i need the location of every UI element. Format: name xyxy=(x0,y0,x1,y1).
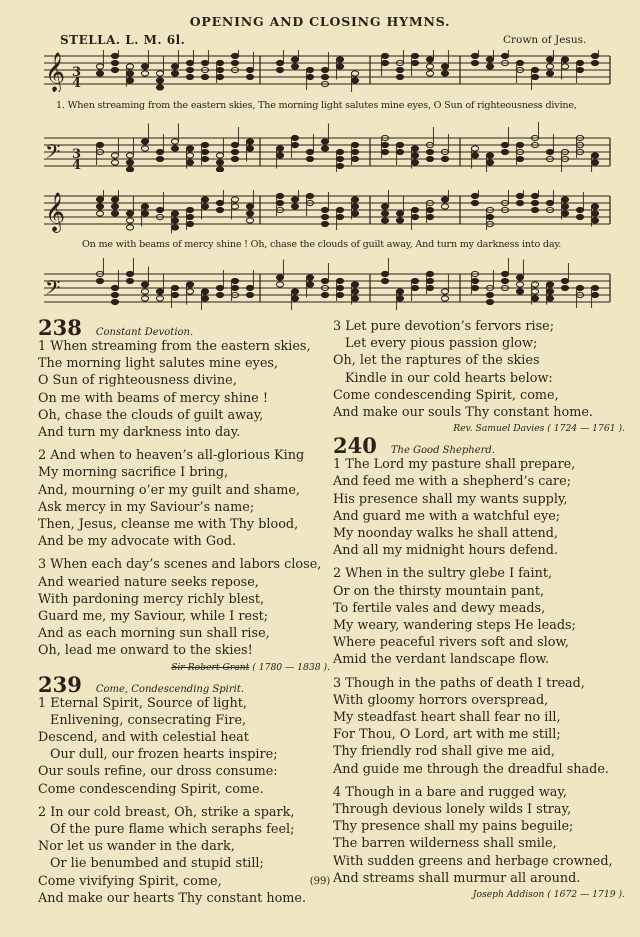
hymn-240-author: Joseph Addison ( 1672 — 1719 ). xyxy=(472,889,625,901)
tune-source: Crown of Jesus. xyxy=(503,34,587,46)
right-column xyxy=(333,318,625,902)
verse-line: And feed me with a shepherd’s care; xyxy=(333,474,572,490)
verse-line: 3 Let pure devotion’s fervors rise; xyxy=(333,319,555,334)
verse-line: Of the pure flame which seraphs feel; xyxy=(50,822,295,838)
verse-line: Come condescending Spirit, come. xyxy=(38,781,264,797)
verse-line: 2 And when to heaven’s all-glorious King xyxy=(38,448,305,464)
verse-line: My noonday walks he shall attend, xyxy=(333,526,559,542)
verse-line: 2 When in the sultry glebe I faint, xyxy=(333,566,553,582)
verse-line: 4 Though in a bare and rugged way, xyxy=(333,784,567,800)
verse-line: Kindle in our cold hearts below: xyxy=(345,370,553,386)
verse-line: Ask mercy in my Saviour’s name; xyxy=(38,499,255,515)
verse-line: For Thou, O Lord, art with me still; xyxy=(333,727,561,743)
svg-text:4: 4 xyxy=(72,76,82,91)
verse-line: Through devious lonely wilds I stray, xyxy=(333,802,572,818)
treble-staff-1 xyxy=(40,50,612,92)
verse-line: My morning sacrifice I bring, xyxy=(38,465,229,481)
verse-line: And wearied nature seeks repose, xyxy=(38,574,259,590)
music-lyric-line-2: On me with beams of mercy shine ! Oh, chase the clouds of guilt away, And turn my darkness into day. xyxy=(82,239,562,250)
hymn-number: 239 xyxy=(38,671,82,697)
page-number: (99) xyxy=(309,876,331,887)
verse-line: 1 When streaming from the eastern skies, xyxy=(38,339,311,354)
hymn-239-heading xyxy=(38,671,330,697)
bass-staff-2 xyxy=(40,258,612,310)
verse-line: And guard me with a watchful eye; xyxy=(333,508,561,524)
svg-text:𝄢: 𝄢 xyxy=(45,276,61,304)
verse-line: With pardoning mercy richly blest, xyxy=(38,591,265,607)
verse-line: And guide me through the dreadful shade. xyxy=(333,761,609,777)
hymn-240-verse-4 xyxy=(333,784,625,887)
verse-line: With sudden greens and herbage crowned, xyxy=(333,853,613,869)
verse-line: To fertile vales and dewy meads, xyxy=(333,600,546,616)
verse-line: The barren wilderness shall smile, xyxy=(333,836,557,852)
hymn-number: 238 xyxy=(38,315,82,340)
verse-line: Amid the verdant landscape flow. xyxy=(333,652,550,668)
verse-line: Thy friendly rod shall give me aid, xyxy=(333,744,556,760)
tune-name: STELLA. L. M. 6l. xyxy=(60,33,186,47)
hymn-title: The Good Shepherd. xyxy=(390,445,495,457)
verse-line: With gloomy horrors overspread, xyxy=(333,692,549,708)
hymn-title: Constant Devotion. xyxy=(95,327,194,338)
verse-line: Nor let us wander in the dark, xyxy=(38,839,235,855)
svg-text:𝄞: 𝄞 xyxy=(45,52,66,92)
hymn-240-verse-1 xyxy=(333,456,625,559)
verse-line: 3 Though in the paths of death I tread, xyxy=(333,675,585,691)
hymn-240-verse-3 xyxy=(333,675,625,778)
hymn-title: Come, Condescending Spirit. xyxy=(95,683,245,695)
bass-staff-1 xyxy=(40,122,612,172)
verse-line: His presence shall my wants supply, xyxy=(333,491,568,507)
verse-line: O Sun of righteousness divine, xyxy=(38,373,237,389)
verse-line: Enlivening, consecrating Fire, xyxy=(50,712,247,728)
verse-line: Guard me, my Saviour, while I rest; xyxy=(38,609,269,625)
verse-line: And make our hearts Thy constant home. xyxy=(38,890,307,906)
hymn-238-verse-3 xyxy=(38,556,330,659)
hymn-238-verse-2 xyxy=(38,447,330,550)
verse-line: And all my midnight hours defend. xyxy=(333,543,558,559)
verse-line: 3 When each day’s scenes and labors close, xyxy=(38,557,322,573)
verse-line: And make our souls Thy constant home. xyxy=(333,405,593,421)
treble-staff-2 xyxy=(40,190,612,236)
svg-text:3: 3 xyxy=(72,65,82,80)
verse-line: My weary, wandering steps He leads; xyxy=(333,618,576,634)
svg-text:𝄢: 𝄢 xyxy=(45,140,61,168)
svg-text:4: 4 xyxy=(72,158,82,172)
hymn-number: 240 xyxy=(333,433,377,459)
verse-line: My steadfast heart shall fear no ill, xyxy=(333,710,561,726)
hymn-238-verse-1 xyxy=(38,338,330,441)
verse-line: Oh, let the raptures of the skies xyxy=(333,353,540,369)
verse-line: Descend, and with celestial heat xyxy=(38,730,249,746)
hymn-240-verse-2 xyxy=(333,565,625,668)
hymn-239-verse-3 xyxy=(333,318,625,421)
verse-line: Our dull, our frozen hearts inspire; xyxy=(50,747,278,763)
verse-line: Or lie benumbed and stupid still; xyxy=(50,856,264,872)
verse-line: Where peaceful rivers soft and slow, xyxy=(333,635,569,651)
verse-line: The morning light salutes mine eyes, xyxy=(38,356,279,372)
verse-line: Our souls refine, our dross consume: xyxy=(38,764,278,780)
verse-line: Come vivifying Spirit, come, xyxy=(38,873,222,889)
music-lyric-line-1: 1. When streaming from the eastern skies, The morning light salutes mine eyes, O Sun of righteousness divine, xyxy=(56,100,577,111)
hymn-239-author: Rev. Samuel Davies ( 1724 — 1761 ). xyxy=(453,423,625,435)
verse-line: And streams shall murmur all around. xyxy=(333,870,581,886)
hymn-238-author: Sir Robert Grant ( 1780 — 1838 ). xyxy=(171,661,330,673)
svg-text:3: 3 xyxy=(72,147,82,162)
verse-line: Then, Jesus, cleanse me with Thy blood, xyxy=(38,517,299,533)
verse-line: Let every pious passion glow; xyxy=(345,336,538,352)
hymn-240-heading xyxy=(333,433,625,459)
hymn-239-verse-1 xyxy=(38,695,330,798)
verse-line: Oh, chase the clouds of guilt away, xyxy=(38,407,264,423)
verse-line: Or on the thirsty mountain pant, xyxy=(333,583,545,599)
svg-text:𝄞: 𝄞 xyxy=(45,192,66,232)
left-column xyxy=(38,315,330,907)
verse-line: 2 In our cold breast, Oh, strike a spark, xyxy=(38,804,295,820)
verse-line: And as each morning sun shall rise, xyxy=(38,626,270,642)
verse-line: And, mourning o’er my guilt and shame, xyxy=(38,482,300,498)
hymn-239-verse-2 xyxy=(38,804,330,907)
verse-line: 1 Eternal Spirit, Source of light, xyxy=(38,695,247,711)
verse-line: Oh, lead me onward to the skies! xyxy=(38,643,253,659)
verse-line: Come condescending Spirit, come, xyxy=(333,387,559,403)
verse-line: And be my advocate with God. xyxy=(38,534,237,550)
hymn-238-heading xyxy=(38,315,330,340)
verse-line: On me with beams of mercy shine ! xyxy=(38,390,268,406)
page-header: OPENING AND CLOSING HYMNS. xyxy=(189,14,451,29)
verse-line: Thy presence shall my pains beguile; xyxy=(333,819,574,835)
verse-line: 1 The Lord my pasture shall prepare, xyxy=(333,457,576,473)
verse-line: And turn my darkness into day. xyxy=(38,425,241,441)
